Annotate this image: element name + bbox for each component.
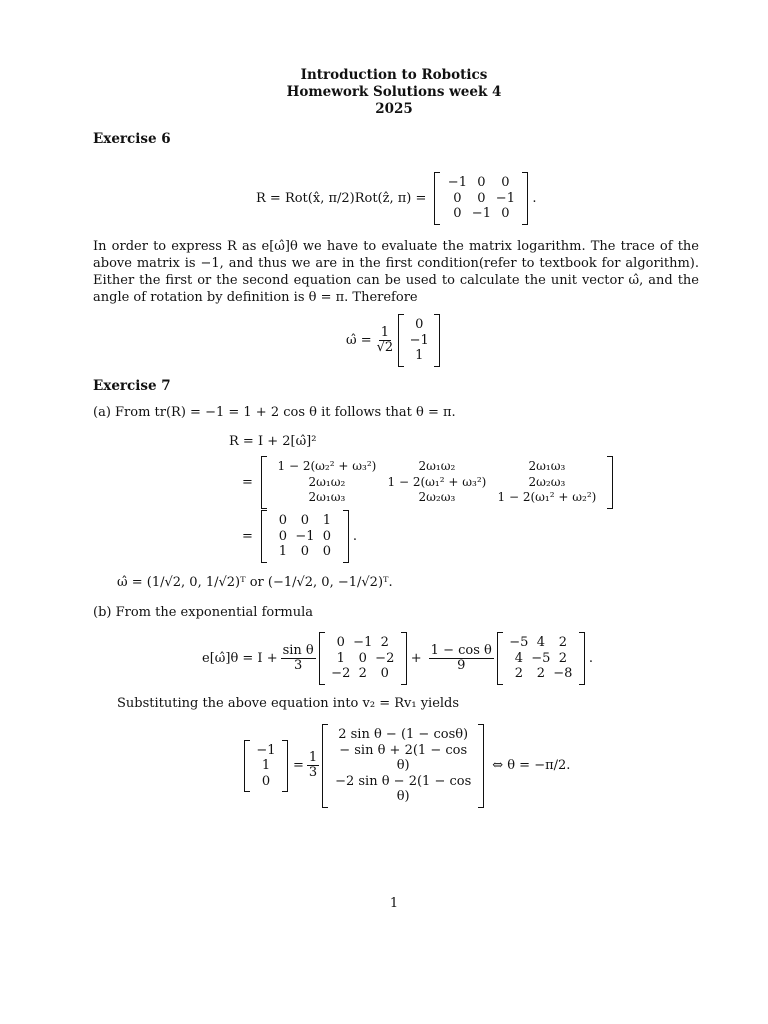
document-year: 2025 xyxy=(375,101,413,117)
exercise-7-title: Exercise 7 xyxy=(93,378,171,394)
matrix-entry: 4 xyxy=(514,650,523,666)
matrix-entry: 0 xyxy=(300,513,310,528)
part-a-numeric-matrix-line xyxy=(242,510,357,563)
part-a-text: (a) From tr(R) = −1 = 1 + 2 cos θ it follows that θ = π. xyxy=(93,405,456,420)
part-a-equation-line1: R = I + 2[ω̂]² xyxy=(229,434,317,449)
rv1-vector xyxy=(322,724,484,808)
skew-matrix xyxy=(319,632,407,685)
numeric-rotation-matrix xyxy=(261,510,349,563)
matrix-entry: −1 xyxy=(353,635,373,650)
cos-fraction xyxy=(429,644,494,673)
matrix-entry: 0 xyxy=(477,190,486,206)
omega-equation xyxy=(346,314,440,367)
equation-period: . xyxy=(588,650,593,666)
matrix-entry: 1 xyxy=(336,650,345,666)
fraction-numerator: 1 xyxy=(308,750,318,766)
fraction-denominator: √2 xyxy=(376,339,394,355)
part-b-exponential-formula xyxy=(202,632,593,685)
matrix-entry: 0 xyxy=(501,206,510,221)
equation-period: . xyxy=(352,528,358,544)
matrix-entry: 0 xyxy=(278,528,288,544)
matrix-entry: −5 xyxy=(509,635,529,650)
matrix-entry: 1 − 2(ω₂² + ω₃²) xyxy=(277,459,377,473)
page-number: 1 xyxy=(389,896,399,911)
matrix-entry: 2ω₁ω₃ xyxy=(308,490,346,504)
vector-entry: − sin θ + 2(1 − cos θ) xyxy=(339,742,468,773)
exercise-6-title: Exercise 6 xyxy=(93,131,171,147)
fraction-denominator: 3 xyxy=(294,657,303,673)
v2-vector xyxy=(244,740,288,793)
matrix-entry: −1 xyxy=(471,206,491,221)
matrix-entry: −1 xyxy=(495,190,515,206)
square-matrix xyxy=(497,632,585,685)
vector-entry: −1 xyxy=(409,332,429,348)
equals-sign: = xyxy=(293,758,304,774)
matrix-entry: −8 xyxy=(553,666,573,681)
vector-entry: 1 xyxy=(261,758,271,773)
matrix-entry: 1 xyxy=(322,513,332,528)
matrix-entry: 2ω₁ω₃ xyxy=(528,459,566,473)
part-a-omega-solutions: ω̂ = (1/√2, 0, 1/√2)ᵀ or (−1/√2, 0, −1/√2)ᵀ. xyxy=(117,575,393,590)
part-b-substitution-text: Substituting the above equation into v₂ = Rv₁ yields xyxy=(117,696,460,711)
fraction-numerator: sin θ xyxy=(282,642,314,658)
matrix-entry: 2 xyxy=(514,666,523,681)
matrix-entry: 0 xyxy=(380,666,389,681)
matrix-entry: 0 xyxy=(278,513,288,528)
document-title: Introduction to Robotics xyxy=(300,67,488,83)
third-fraction xyxy=(307,751,319,780)
vector-entry: −2 sin θ − 2(1 − cos θ) xyxy=(335,773,472,804)
matrix-entry: 1 − 2(ω₁² + ω₂²) xyxy=(497,490,597,504)
document-header xyxy=(0,67,768,118)
matrix-entry: −5 xyxy=(531,650,551,666)
sin-fraction xyxy=(281,644,316,673)
vector-entry: 0 xyxy=(415,317,424,332)
matrix-entry: 1 − 2(ω₁² + ω₃²) xyxy=(387,474,487,489)
equation-period: . xyxy=(532,190,537,206)
matrix-entry: 0 xyxy=(300,544,310,559)
rotation-equation-lhs: R = Rot(x̂, π/2)Rot(ẑ, π) = xyxy=(256,190,427,206)
omega-fraction xyxy=(375,326,396,355)
exponential-lhs: e[ω̂]θ = I + xyxy=(202,650,278,666)
document-subtitle: Homework Solutions week 4 xyxy=(286,84,502,100)
matrix-entry: −2 xyxy=(331,666,351,681)
matrix-entry: −2 xyxy=(375,650,395,666)
matrix-entry: 2 xyxy=(558,635,567,650)
theta-result: ⇔ θ = −π/2. xyxy=(492,758,571,774)
matrix-entry: 2ω₂ω₃ xyxy=(418,490,456,504)
matrix-entry: −1 xyxy=(447,175,467,190)
equals-sign: = xyxy=(242,528,253,544)
matrix-entry: 0 xyxy=(453,206,462,221)
exercise-6-rotation-equation xyxy=(256,172,537,225)
matrix-entry: 2 xyxy=(558,650,567,666)
part-b-text: (b) From the exponential formula xyxy=(93,605,314,620)
matrix-entry: −1 xyxy=(295,528,315,544)
fraction-denominator: 9 xyxy=(457,657,466,673)
matrix-entry: 1 xyxy=(278,544,288,559)
matrix-entry: 0 xyxy=(322,528,332,544)
matrix-entry: 0 xyxy=(501,175,510,190)
omega-vector xyxy=(398,314,440,367)
fraction-denominator: 3 xyxy=(308,765,318,781)
plus-sign: + xyxy=(410,650,422,666)
fraction-numerator: 1 xyxy=(380,324,390,340)
vector-entry: 1 xyxy=(415,348,424,363)
omega-lhs: ω̂ = xyxy=(346,332,372,348)
matrix-entry: 2ω₁ω₂ xyxy=(418,459,456,473)
matrix-entry: 2 xyxy=(380,635,389,650)
matrix-entry: 0 xyxy=(453,190,462,206)
matrix-entry: 2 xyxy=(536,666,545,681)
matrix-entry: 0 xyxy=(336,635,345,650)
vector-entry: 0 xyxy=(261,773,271,789)
matrix-entry: 0 xyxy=(322,544,332,559)
part-b-solution-equation xyxy=(244,724,570,808)
rotation-matrix xyxy=(434,172,528,225)
vector-entry: 2 sin θ − (1 − cosθ) xyxy=(338,727,469,742)
part-a-general-matrix-line xyxy=(242,456,613,509)
matrix-entry: 0 xyxy=(477,175,486,190)
fraction-numerator: 1 − cos θ xyxy=(430,642,492,658)
vector-entry: −1 xyxy=(256,742,276,758)
matrix-entry: 0 xyxy=(358,650,367,666)
matrix-entry: 2ω₁ω₂ xyxy=(308,474,346,489)
general-rotation-matrix xyxy=(261,456,613,509)
equals-sign: = xyxy=(242,474,253,490)
exercise-6-paragraph: In order to express R as e[ω̂]θ we have to evaluate the matrix logarithm. The trace of the above matrix is −1, and thus we are in the first condition(refer to textbook for algorithm). Either the first or the second equation can be used to calculate the unit vector ω̂, and the angle of rotation by definition is θ = π. Therefore xyxy=(93,239,699,305)
matrix-entry: 4 xyxy=(536,635,545,650)
matrix-entry: 2ω₂ω₃ xyxy=(528,474,566,489)
matrix-entry: 2 xyxy=(358,666,367,681)
